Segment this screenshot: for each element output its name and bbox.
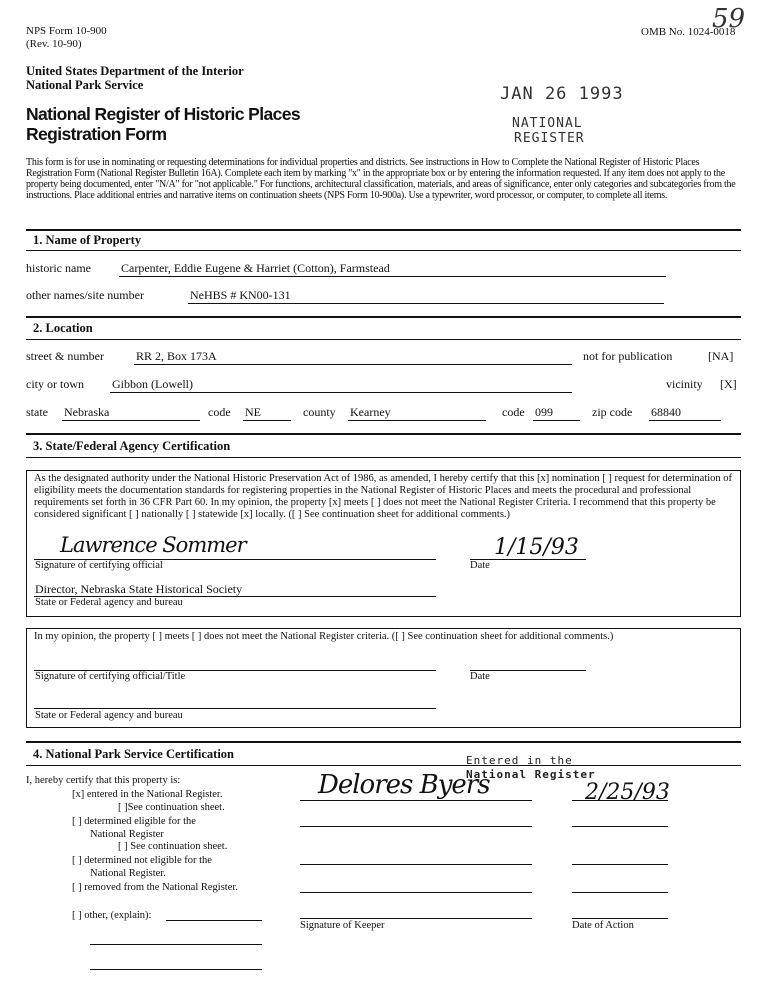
- state-code-label: code: [208, 405, 231, 419]
- entered-stamp-line1: Entered in the: [466, 754, 573, 767]
- street-field[interactable]: RR 2, Box 173A: [134, 349, 572, 365]
- department-name: United States Department of the Interior: [26, 64, 244, 78]
- signature-label: Signature of certifying official: [35, 560, 163, 571]
- keeper-label: Signature of Keeper: [300, 920, 385, 931]
- other-explain-line: [90, 969, 262, 970]
- historic-name-field[interactable]: Carpenter, Eddie Eugene & Harriet (Cotton), Farmstead: [119, 261, 666, 277]
- action-date-label: Date of Action: [572, 920, 634, 931]
- vicinity-label: vicinity: [666, 377, 703, 391]
- certification-statement: As the designated authority under the National Historic Preservation Act of 1986, as amended, I hereby certify that this [x] nomination [ ] request for determination of eligibility meets the documentation standards for registering properties in the National Register of Historic Places and meets the procedural and professional requirements set forth in 36 CFR Part 60. In my opinion, the property [x] meets [ ] does not meet the National Register Criteria. I recommend that this property be considered significant [ ] nationally [ ] statewide [x] locally. ([ ] See continuation sheet for additional comments.): [34, 473, 733, 520]
- keeper-line: [300, 892, 532, 893]
- keeper-line: [300, 826, 532, 827]
- vicinity-checkbox[interactable]: [X]: [720, 377, 737, 391]
- section-3-heading: 3. State/Federal Agency Certification: [33, 439, 231, 453]
- section-4-heading: 4. National Park Service Certification: [33, 747, 234, 761]
- opinion-statement: In my opinion, the property [ ] meets [ ] does not meet the National Register criteria. ([ ] See continuation sheet for additional comments.): [34, 631, 614, 642]
- signature-label-2: Signature of certifying official/Title: [35, 671, 186, 682]
- option-determined-eligible[interactable]: [ ] determined eligible for the: [72, 816, 196, 827]
- zip-code-label: zip code: [592, 405, 633, 419]
- option-determined-eligible-cont: National Register: [90, 829, 164, 840]
- section-rule: [26, 229, 741, 231]
- form-instructions: This form is for use in nominating or requesting determinations for individual properties and districts. See instructions in How to Complete the National Register of Historic Places Registration Form (National Register Bulletin 16A). Complete each item by marking "x" in the appropriate box or by entering the information requested. If any item does not apply to the property being documented, enter "N/A" for "not applicable." For functions, architectural classification, materials, and areas of significance, enter only categories and subcategories from the instructions. Place additional entries and narrative items on continuation sheets (NPS Form 10-900a). Use a typewriter, word processor, or computer, to complete all items.: [26, 157, 736, 201]
- other-explain-line: [90, 944, 262, 945]
- state-label: state: [26, 405, 48, 419]
- option-removed[interactable]: [ ] removed from the National Register.: [72, 882, 238, 893]
- section-rule: [26, 250, 741, 251]
- option-eligible-continuation[interactable]: [ ] See continuation sheet.: [118, 841, 228, 852]
- state-field[interactable]: Nebraska: [62, 405, 200, 421]
- historic-name-label: historic name: [26, 261, 91, 275]
- date-label: Date: [470, 560, 490, 571]
- section-rule: [26, 765, 741, 766]
- form-revision: (Rev. 10-90): [26, 38, 82, 50]
- city-field[interactable]: Gibbon (Lowell): [110, 377, 572, 393]
- agency-label-2: State or Federal agency and bureau: [35, 710, 183, 721]
- section-rule: [26, 741, 741, 743]
- county-code-label: code: [502, 405, 525, 419]
- keeper-line: [300, 918, 532, 919]
- other-names-field[interactable]: NeHBS # KN00-131: [188, 288, 664, 304]
- action-date-value: 2/25/93: [585, 780, 670, 805]
- agency-value: Director, Nebraska State Historical Society: [35, 582, 243, 596]
- section-rule: [26, 457, 741, 458]
- certifying-official-signature: Lawrence Sommer: [60, 533, 246, 557]
- omb-number: OMB No. 1024-0018: [641, 26, 736, 38]
- section-rule: [26, 433, 741, 435]
- option-not-eligible[interactable]: [ ] determined not eligible for the: [72, 855, 212, 866]
- action-date-line: [572, 800, 668, 801]
- form-number: NPS Form 10-900: [26, 25, 107, 37]
- other-names-label: other names/site number: [26, 288, 144, 302]
- received-stamp-line2: REGISTER: [514, 131, 585, 146]
- option-not-eligible-cont: National Register.: [90, 868, 166, 879]
- certification-date-value: 1/15/93: [494, 535, 579, 560]
- form-title: National Register of Historic Places: [26, 104, 301, 124]
- option-entered[interactable]: [x] entered in the National Register.: [72, 789, 223, 800]
- section-2-heading: 2. Location: [33, 321, 93, 335]
- action-date-line: [572, 892, 668, 893]
- city-label: city or town: [26, 377, 84, 391]
- county-field[interactable]: Kearney: [348, 405, 486, 421]
- agency-line-2: [34, 708, 436, 709]
- county-label: county: [303, 405, 336, 419]
- zip-code-field[interactable]: 68840: [649, 405, 721, 421]
- street-label: street & number: [26, 349, 104, 363]
- option-other[interactable]: [ ] other, (explain):: [72, 910, 152, 921]
- keeper-line: [300, 800, 532, 801]
- action-date-line: [572, 918, 668, 919]
- section-1-heading: 1. Name of Property: [33, 233, 142, 247]
- form-subtitle: Registration Form: [26, 124, 167, 144]
- not-for-publication-checkbox[interactable]: [NA]: [708, 349, 734, 363]
- handwritten-page-number: 59: [712, 4, 746, 34]
- county-code-field[interactable]: 099: [533, 405, 580, 421]
- received-stamp-line1: NATIONAL: [512, 116, 583, 131]
- agency-label: State or Federal agency and bureau: [35, 597, 183, 608]
- date-label-2: Date: [470, 671, 490, 682]
- nps-certify-intro: I, hereby certify that this property is:: [26, 775, 181, 786]
- option-entered-continuation[interactable]: [ ]See continuation sheet.: [118, 802, 225, 813]
- service-name: National Park Service: [26, 78, 144, 92]
- state-code-field[interactable]: NE: [243, 405, 291, 421]
- action-date-line: [572, 864, 668, 865]
- entered-stamp-line2: National Register: [466, 768, 596, 781]
- received-date-stamp: JAN 26 1993: [500, 84, 624, 104]
- other-explain-line: [166, 920, 262, 921]
- section-rule: [26, 339, 741, 340]
- keeper-signature: Delores Byers: [318, 770, 490, 800]
- action-date-line: [572, 826, 668, 827]
- keeper-line: [300, 864, 532, 865]
- not-for-publication-label: not for publication: [583, 349, 673, 363]
- section-rule: [26, 316, 741, 318]
